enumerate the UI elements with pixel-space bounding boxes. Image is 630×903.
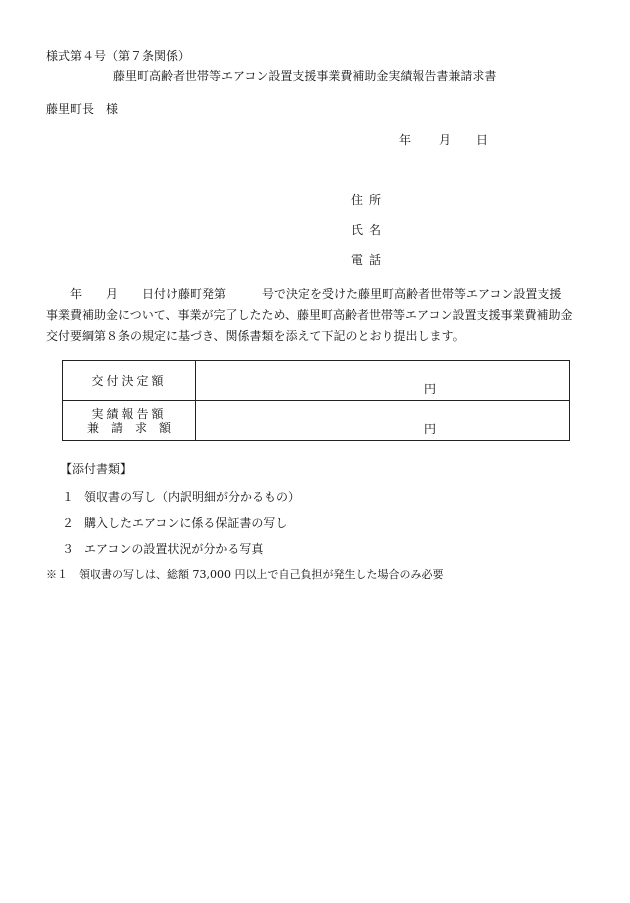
date-line [399,134,488,146]
actual-report-label [63,401,196,441]
date-year-label: 年 [399,133,412,147]
amounts-table [62,360,570,441]
list-item [62,543,263,555]
yen-unit: 円 [424,382,437,396]
list-item-number: ２ [62,516,75,530]
table-row [63,361,570,401]
list-item-text: 購入したエアコンに係る保証書の写し [84,516,288,530]
date-month-label: 月 [439,133,452,147]
list-item [62,517,287,529]
grant-decision-label: 交付決定額 [63,361,196,401]
addressee: 藤里町長 様 [46,102,119,116]
yen-unit: 円 [424,422,437,436]
footnote: ※１ 領収書の写しは、総額 73,000 円以上で自己負担が発生した場合のみ必要 [46,568,444,581]
attachments-heading: 【添付書類】 [60,462,133,476]
body-line: 事業費補助金について、事業が完了したため、藤里町高齢者世帯等エアコン設置支援事業費補助金 [46,308,573,322]
actual-report-label-line1: 実績報告額 [91,406,167,421]
document-title: 藤里町高齢者世帯等エアコン設置支援事業費補助金実績報告書兼請求書 [113,69,497,83]
list-item-text: エアコンの設置状況が分かる写真 [84,542,264,556]
applicant-name-row [351,224,387,236]
name-label: 氏名 [351,223,388,237]
list-item-number: １ [62,490,75,504]
list-item-text: 領収書の写し（内訳明細が分かるもの） [84,490,301,504]
actual-report-label-line2: 兼 請 求 額 [86,420,171,435]
form-number: 様式第４号（第７条関係） [46,49,191,63]
body-paragraph [46,284,596,347]
actual-report-amount-cell[interactable] [196,401,570,441]
applicant-phone-row [351,254,387,266]
body-line: 年 月 日付け藤町発第 号で決定を受けた藤里町高齢者世帯等エアコン設置支援 [46,287,562,301]
list-item-number: ３ [62,542,75,556]
list-item [62,491,300,503]
body-line: 交付要綱第８条の規定に基づき、関係書類を添えて下記のとおり提出します。 [46,329,465,343]
table-row [63,401,570,441]
address-label: 住所 [351,193,388,207]
grant-decision-amount-cell[interactable] [196,361,570,401]
date-day-label: 日 [476,133,489,147]
applicant-address-row [351,194,387,206]
phone-label: 電話 [351,253,388,267]
